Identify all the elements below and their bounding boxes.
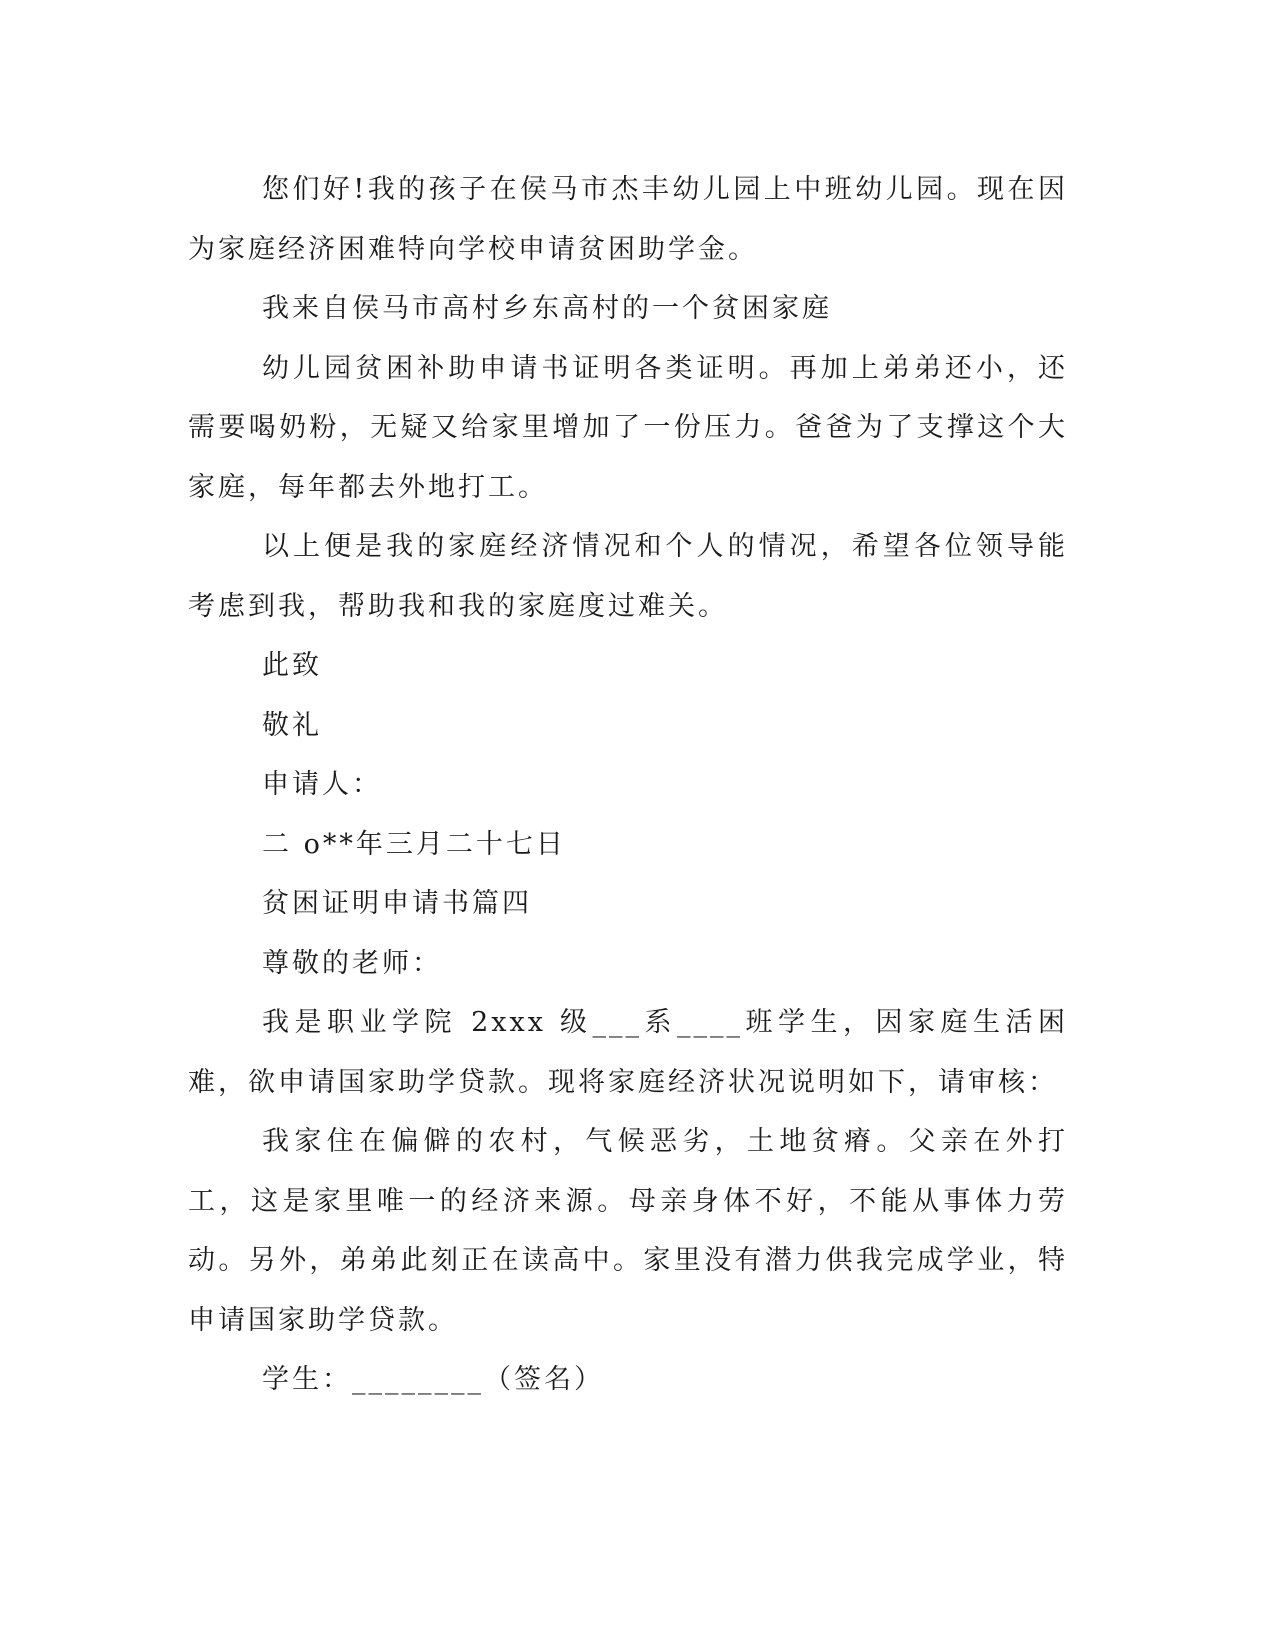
- family-situation-paragraph: 幼儿园贫困补助申请书证明各类证明。再加上弟弟还小，还需要喝奶粉，无疑又给家里增加了一份压力。爸爸为了支撑这个大家庭，每年都去外地打工。: [188, 352, 1068, 503]
- addressee-line: 尊敬的老师：: [262, 947, 442, 979]
- closing-regards: 敬礼: [262, 709, 322, 741]
- family-background-paragraph: 我家住在偏僻的农村，气候恶劣，土地贫瘠。父亲在外打工，这是家里唯一的经济来源。母亲身体不好，不能从事体力劳动。另外，弟弟此刻正在读高中。家里没有潜力供我完成学业，特申请国家助学贷款。: [188, 1126, 1068, 1336]
- origin-paragraph: 我来自侯马市高村乡东高村的一个贫困家庭: [262, 293, 832, 324]
- section-title: 贫困证明申请书篇四: [262, 888, 532, 919]
- greeting-paragraph: 您们好!我的孩子在侯马市杰丰幼儿园上中班幼儿园。现在因为家庭经济困难特向学校申请贫困助学金。: [188, 174, 1068, 265]
- document-body: [188, 160, 1068, 1410]
- signature-line: 学生：________（签名）: [262, 1364, 604, 1395]
- closing-salutation: 此致: [262, 650, 322, 681]
- applicant-label: 申请人：: [262, 769, 382, 800]
- request-paragraph: 以上便是我的家庭经济情况和个人的情况，希望各位领导能考虑到我，帮助我和我的家庭度过难关。: [188, 531, 1068, 622]
- date-line: 二 o**年三月二十七日: [262, 828, 566, 860]
- student-intro-paragraph: 我是职业学院 2xxx 级___系____班学生，因家庭生活困难，欲申请国家助学贷款。现将家庭经济状况说明如下，请审核：: [188, 1007, 1068, 1098]
